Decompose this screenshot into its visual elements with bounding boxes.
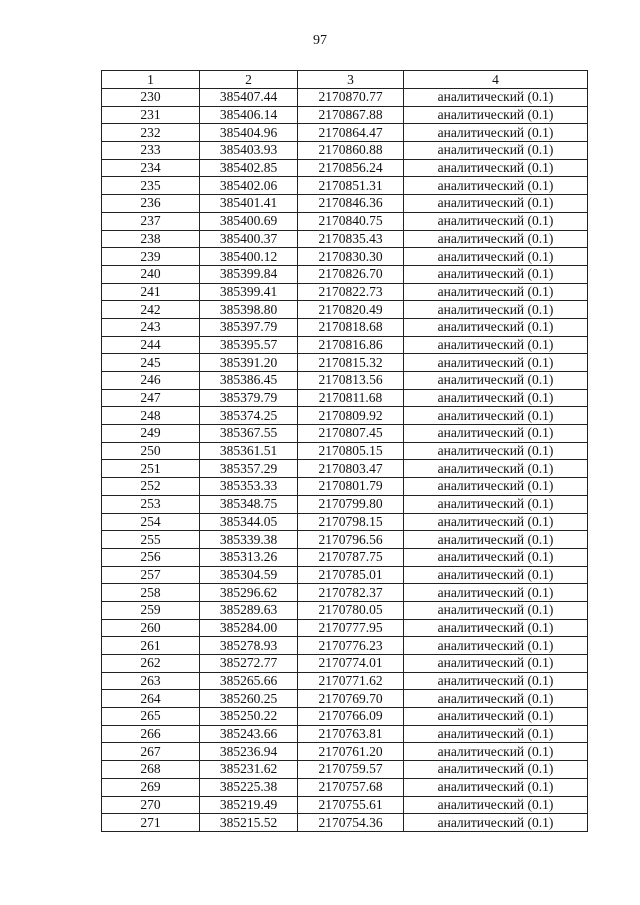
- x-coordinate-cell: 385401.41: [200, 195, 298, 213]
- header-cell-x: 2: [200, 71, 298, 89]
- table-row: [102, 690, 588, 708]
- table-row: [102, 89, 588, 107]
- method-cell: аналитический (0.1): [404, 566, 588, 584]
- method-cell: аналитический (0.1): [404, 478, 588, 496]
- x-coordinate-cell: 385348.75: [200, 495, 298, 513]
- y-coordinate-cell: 2170801.79: [298, 478, 404, 496]
- table-row: [102, 637, 588, 655]
- x-coordinate-cell: 385278.93: [200, 637, 298, 655]
- table-row: [102, 425, 588, 443]
- x-coordinate-cell: 385339.38: [200, 531, 298, 549]
- table-row: [102, 195, 588, 213]
- x-coordinate-cell: 385289.63: [200, 601, 298, 619]
- point-number-cell: 266: [102, 725, 200, 743]
- point-number-cell: 235: [102, 177, 200, 195]
- point-number-cell: 259: [102, 601, 200, 619]
- table-header: [102, 71, 588, 89]
- method-cell: аналитический (0.1): [404, 513, 588, 531]
- method-cell: аналитический (0.1): [404, 672, 588, 690]
- x-coordinate-cell: 385296.62: [200, 584, 298, 602]
- table-row: [102, 407, 588, 425]
- y-coordinate-cell: 2170815.32: [298, 354, 404, 372]
- header-row: [102, 71, 588, 89]
- method-cell: аналитический (0.1): [404, 619, 588, 637]
- x-coordinate-cell: 385215.52: [200, 814, 298, 832]
- page-number: 97: [313, 33, 327, 48]
- x-coordinate-cell: 385391.20: [200, 354, 298, 372]
- table-row: [102, 106, 588, 124]
- table-row: [102, 601, 588, 619]
- x-coordinate-cell: 385313.26: [200, 548, 298, 566]
- method-cell: аналитический (0.1): [404, 212, 588, 230]
- method-cell: аналитический (0.1): [404, 230, 588, 248]
- method-cell: аналитический (0.1): [404, 690, 588, 708]
- y-coordinate-cell: 2170840.75: [298, 212, 404, 230]
- table-row: [102, 655, 588, 673]
- x-coordinate-cell: 385236.94: [200, 743, 298, 761]
- x-coordinate-cell: 385250.22: [200, 708, 298, 726]
- table-row: [102, 248, 588, 266]
- method-cell: аналитический (0.1): [404, 425, 588, 443]
- y-coordinate-cell: 2170780.05: [298, 601, 404, 619]
- point-number-cell: 232: [102, 124, 200, 142]
- y-coordinate-cell: 2170856.24: [298, 159, 404, 177]
- method-cell: аналитический (0.1): [404, 655, 588, 673]
- y-coordinate-cell: 2170785.01: [298, 566, 404, 584]
- table-row: [102, 495, 588, 513]
- x-coordinate-cell: 385400.69: [200, 212, 298, 230]
- point-number-cell: 246: [102, 372, 200, 390]
- point-number-cell: 270: [102, 796, 200, 814]
- method-cell: аналитический (0.1): [404, 124, 588, 142]
- y-coordinate-cell: 2170870.77: [298, 89, 404, 107]
- coordinates-table: [101, 70, 588, 832]
- point-number-cell: 245: [102, 354, 200, 372]
- method-cell: аналитический (0.1): [404, 584, 588, 602]
- table-row: [102, 460, 588, 478]
- y-coordinate-cell: 2170763.81: [298, 725, 404, 743]
- y-coordinate-cell: 2170818.68: [298, 318, 404, 336]
- x-coordinate-cell: 385265.66: [200, 672, 298, 690]
- table-row: [102, 389, 588, 407]
- y-coordinate-cell: 2170807.45: [298, 425, 404, 443]
- point-number-cell: 240: [102, 265, 200, 283]
- table-row: [102, 336, 588, 354]
- table-row: [102, 548, 588, 566]
- point-number-cell: 258: [102, 584, 200, 602]
- x-coordinate-cell: 385404.96: [200, 124, 298, 142]
- method-cell: аналитический (0.1): [404, 814, 588, 832]
- table-row: [102, 814, 588, 832]
- y-coordinate-cell: 2170757.68: [298, 778, 404, 796]
- table-row: [102, 177, 588, 195]
- y-coordinate-cell: 2170813.56: [298, 372, 404, 390]
- table-row: [102, 708, 588, 726]
- table-row: [102, 619, 588, 637]
- table-row: [102, 318, 588, 336]
- x-coordinate-cell: 385225.38: [200, 778, 298, 796]
- table-row: [102, 796, 588, 814]
- point-number-cell: 263: [102, 672, 200, 690]
- method-cell: аналитический (0.1): [404, 106, 588, 124]
- point-number-cell: 262: [102, 655, 200, 673]
- point-number-cell: 255: [102, 531, 200, 549]
- method-cell: аналитический (0.1): [404, 318, 588, 336]
- method-cell: аналитический (0.1): [404, 778, 588, 796]
- method-cell: аналитический (0.1): [404, 389, 588, 407]
- y-coordinate-cell: 2170860.88: [298, 142, 404, 160]
- table-row: [102, 566, 588, 584]
- table-row: [102, 531, 588, 549]
- x-coordinate-cell: 385344.05: [200, 513, 298, 531]
- method-cell: аналитический (0.1): [404, 708, 588, 726]
- method-cell: аналитический (0.1): [404, 372, 588, 390]
- x-coordinate-cell: 385402.85: [200, 159, 298, 177]
- y-coordinate-cell: 2170761.20: [298, 743, 404, 761]
- table-row: [102, 301, 588, 319]
- method-cell: аналитический (0.1): [404, 531, 588, 549]
- point-number-cell: 244: [102, 336, 200, 354]
- point-number-cell: 248: [102, 407, 200, 425]
- point-number-cell: 264: [102, 690, 200, 708]
- y-coordinate-cell: 2170816.86: [298, 336, 404, 354]
- y-coordinate-cell: 2170851.31: [298, 177, 404, 195]
- point-number-cell: 257: [102, 566, 200, 584]
- y-coordinate-cell: 2170766.09: [298, 708, 404, 726]
- point-number-cell: 253: [102, 495, 200, 513]
- x-coordinate-cell: 385406.14: [200, 106, 298, 124]
- y-coordinate-cell: 2170787.75: [298, 548, 404, 566]
- y-coordinate-cell: 2170759.57: [298, 761, 404, 779]
- point-number-cell: 239: [102, 248, 200, 266]
- method-cell: аналитический (0.1): [404, 265, 588, 283]
- table-row: [102, 478, 588, 496]
- x-coordinate-cell: 385374.25: [200, 407, 298, 425]
- x-coordinate-cell: 385379.79: [200, 389, 298, 407]
- x-coordinate-cell: 385353.33: [200, 478, 298, 496]
- x-coordinate-cell: 385407.44: [200, 89, 298, 107]
- y-coordinate-cell: 2170776.23: [298, 637, 404, 655]
- y-coordinate-cell: 2170846.36: [298, 195, 404, 213]
- y-coordinate-cell: 2170799.80: [298, 495, 404, 513]
- y-coordinate-cell: 2170830.30: [298, 248, 404, 266]
- x-coordinate-cell: 385386.45: [200, 372, 298, 390]
- y-coordinate-cell: 2170835.43: [298, 230, 404, 248]
- x-coordinate-cell: 385284.00: [200, 619, 298, 637]
- header-cell-y: 3: [298, 71, 404, 89]
- method-cell: аналитический (0.1): [404, 195, 588, 213]
- point-number-cell: 261: [102, 637, 200, 655]
- x-coordinate-cell: 385260.25: [200, 690, 298, 708]
- y-coordinate-cell: 2170754.36: [298, 814, 404, 832]
- y-coordinate-cell: 2170826.70: [298, 265, 404, 283]
- point-number-cell: 256: [102, 548, 200, 566]
- table-row: [102, 513, 588, 531]
- x-coordinate-cell: 385361.51: [200, 442, 298, 460]
- point-number-cell: 260: [102, 619, 200, 637]
- table-row: [102, 725, 588, 743]
- y-coordinate-cell: 2170822.73: [298, 283, 404, 301]
- x-coordinate-cell: 385399.41: [200, 283, 298, 301]
- y-coordinate-cell: 2170777.95: [298, 619, 404, 637]
- y-coordinate-cell: 2170769.70: [298, 690, 404, 708]
- method-cell: аналитический (0.1): [404, 725, 588, 743]
- method-cell: аналитический (0.1): [404, 601, 588, 619]
- method-cell: аналитический (0.1): [404, 89, 588, 107]
- point-number-cell: 268: [102, 761, 200, 779]
- method-cell: аналитический (0.1): [404, 177, 588, 195]
- point-number-cell: 242: [102, 301, 200, 319]
- x-coordinate-cell: 385402.06: [200, 177, 298, 195]
- x-coordinate-cell: 385243.66: [200, 725, 298, 743]
- x-coordinate-cell: 385357.29: [200, 460, 298, 478]
- x-coordinate-cell: 385403.93: [200, 142, 298, 160]
- point-number-cell: 236: [102, 195, 200, 213]
- point-number-cell: 267: [102, 743, 200, 761]
- table-row: [102, 159, 588, 177]
- y-coordinate-cell: 2170803.47: [298, 460, 404, 478]
- y-coordinate-cell: 2170774.01: [298, 655, 404, 673]
- table-row: [102, 142, 588, 160]
- point-number-cell: 271: [102, 814, 200, 832]
- x-coordinate-cell: 385395.57: [200, 336, 298, 354]
- method-cell: аналитический (0.1): [404, 248, 588, 266]
- table-row: [102, 442, 588, 460]
- x-coordinate-cell: 385231.62: [200, 761, 298, 779]
- point-number-cell: 250: [102, 442, 200, 460]
- header-cell-point: 1: [102, 71, 200, 89]
- x-coordinate-cell: 385367.55: [200, 425, 298, 443]
- point-number-cell: 230: [102, 89, 200, 107]
- table-row: [102, 265, 588, 283]
- table-row: [102, 230, 588, 248]
- point-number-cell: 233: [102, 142, 200, 160]
- table-row: [102, 212, 588, 230]
- method-cell: аналитический (0.1): [404, 637, 588, 655]
- point-number-cell: 237: [102, 212, 200, 230]
- point-number-cell: 241: [102, 283, 200, 301]
- method-cell: аналитический (0.1): [404, 283, 588, 301]
- x-coordinate-cell: 385304.59: [200, 566, 298, 584]
- table-row: [102, 372, 588, 390]
- table-row: [102, 354, 588, 372]
- method-cell: аналитический (0.1): [404, 142, 588, 160]
- x-coordinate-cell: 385400.12: [200, 248, 298, 266]
- point-number-cell: 243: [102, 318, 200, 336]
- x-coordinate-cell: 385272.77: [200, 655, 298, 673]
- method-cell: аналитический (0.1): [404, 743, 588, 761]
- table-row: [102, 778, 588, 796]
- x-coordinate-cell: 385400.37: [200, 230, 298, 248]
- y-coordinate-cell: 2170798.15: [298, 513, 404, 531]
- method-cell: аналитический (0.1): [404, 354, 588, 372]
- point-number-cell: 231: [102, 106, 200, 124]
- table-row: [102, 584, 588, 602]
- point-number-cell: 238: [102, 230, 200, 248]
- table-row: [102, 283, 588, 301]
- y-coordinate-cell: 2170820.49: [298, 301, 404, 319]
- table-row: [102, 761, 588, 779]
- method-cell: аналитический (0.1): [404, 301, 588, 319]
- method-cell: аналитический (0.1): [404, 761, 588, 779]
- point-number-cell: 249: [102, 425, 200, 443]
- point-number-cell: 254: [102, 513, 200, 531]
- method-cell: аналитический (0.1): [404, 548, 588, 566]
- y-coordinate-cell: 2170782.37: [298, 584, 404, 602]
- table-row: [102, 743, 588, 761]
- point-number-cell: 247: [102, 389, 200, 407]
- table-row: [102, 124, 588, 142]
- method-cell: аналитический (0.1): [404, 460, 588, 478]
- y-coordinate-cell: 2170771.62: [298, 672, 404, 690]
- method-cell: аналитический (0.1): [404, 159, 588, 177]
- point-number-cell: 234: [102, 159, 200, 177]
- y-coordinate-cell: 2170755.61: [298, 796, 404, 814]
- point-number-cell: 251: [102, 460, 200, 478]
- y-coordinate-cell: 2170811.68: [298, 389, 404, 407]
- y-coordinate-cell: 2170864.47: [298, 124, 404, 142]
- y-coordinate-cell: 2170805.15: [298, 442, 404, 460]
- table-body: [102, 89, 588, 832]
- point-number-cell: 265: [102, 708, 200, 726]
- method-cell: аналитический (0.1): [404, 442, 588, 460]
- header-cell-method: 4: [404, 71, 588, 89]
- method-cell: аналитический (0.1): [404, 495, 588, 513]
- method-cell: аналитический (0.1): [404, 336, 588, 354]
- y-coordinate-cell: 2170809.92: [298, 407, 404, 425]
- y-coordinate-cell: 2170796.56: [298, 531, 404, 549]
- point-number-cell: 252: [102, 478, 200, 496]
- x-coordinate-cell: 385219.49: [200, 796, 298, 814]
- y-coordinate-cell: 2170867.88: [298, 106, 404, 124]
- table-row: [102, 672, 588, 690]
- x-coordinate-cell: 385399.84: [200, 265, 298, 283]
- x-coordinate-cell: 385397.79: [200, 318, 298, 336]
- method-cell: аналитический (0.1): [404, 796, 588, 814]
- x-coordinate-cell: 385398.80: [200, 301, 298, 319]
- method-cell: аналитический (0.1): [404, 407, 588, 425]
- point-number-cell: 269: [102, 778, 200, 796]
